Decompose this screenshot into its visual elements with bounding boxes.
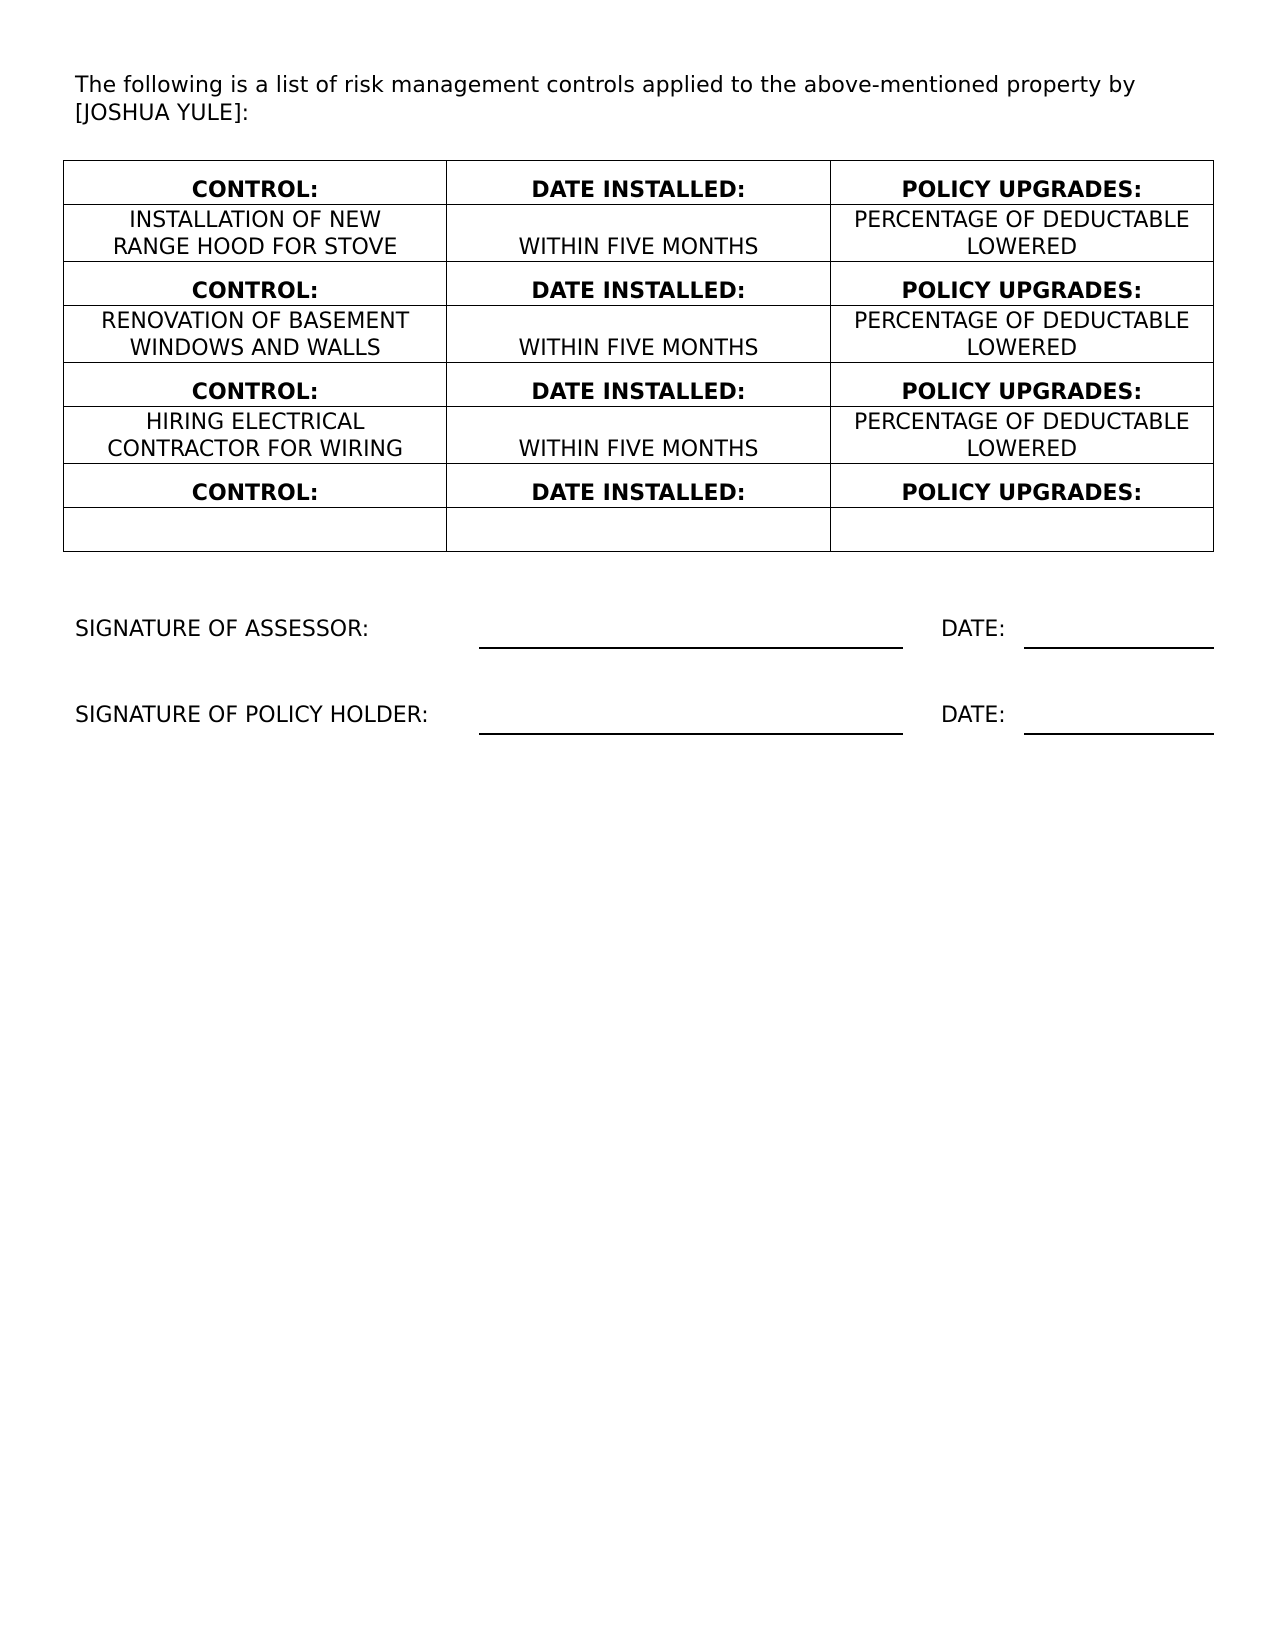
header-policy-upgrades: POLICY UPGRADES:: [830, 363, 1213, 407]
date-installed-cell: WITHIN FIVE MONTHS: [447, 205, 830, 262]
table-header-row: [64, 161, 1214, 205]
control-text-line-2: CONTRACTOR FOR WIRING: [107, 437, 404, 462]
header-date-installed: DATE INSTALLED:: [447, 464, 830, 508]
policy-holder-date-label: DATE:: [941, 703, 1006, 728]
assessor-date-line[interactable]: [1024, 647, 1214, 649]
header-control: CONTROL:: [64, 262, 447, 306]
policy-holder-date-line[interactable]: [1024, 733, 1214, 735]
policy-upgrades-cell: [830, 205, 1213, 262]
control-cell: [64, 407, 447, 464]
header-date-installed: DATE INSTALLED:: [447, 262, 830, 306]
policy-upgrades-cell-empty[interactable]: [830, 508, 1213, 552]
table-row: [64, 306, 1214, 363]
controls-table: [63, 160, 1214, 552]
policy-text-line-1: PERCENTAGE OF DEDUCTABLE: [854, 208, 1190, 233]
header-control: CONTROL:: [64, 161, 447, 205]
policy-holder-signature-label: SIGNATURE OF POLICY HOLDER:: [75, 703, 429, 728]
header-date-installed: DATE INSTALLED:: [447, 161, 830, 205]
policy-text-line-1: PERCENTAGE OF DEDUCTABLE: [854, 410, 1190, 435]
policy-text-line-2: LOWERED: [966, 336, 1078, 361]
control-cell-empty[interactable]: [64, 508, 447, 552]
policy-text-line-1: PERCENTAGE OF DEDUCTABLE: [854, 309, 1190, 334]
policy-text-line-2: LOWERED: [966, 235, 1078, 260]
intro-line-2: [JOSHUA YULE]:: [75, 101, 250, 126]
table-row: [64, 407, 1214, 464]
control-text-line-1: INSTALLATION OF NEW: [129, 208, 382, 233]
intro-paragraph: [75, 72, 1195, 128]
control-text-line-1: RENOVATION OF BASEMENT: [101, 309, 410, 334]
policy-upgrades-cell: [830, 306, 1213, 363]
date-installed-cell: WITHIN FIVE MONTHS: [447, 306, 830, 363]
control-text-line-2: WINDOWS AND WALLS: [129, 336, 381, 361]
table-header-row: [64, 262, 1214, 306]
header-policy-upgrades: POLICY UPGRADES:: [830, 161, 1213, 205]
date-installed-cell: WITHIN FIVE MONTHS: [447, 407, 830, 464]
assessor-signature-label: SIGNATURE OF ASSESSOR:: [75, 617, 370, 642]
header-policy-upgrades: POLICY UPGRADES:: [830, 262, 1213, 306]
assessor-signature-line[interactable]: [479, 647, 903, 649]
intro-line-1: The following is a list of risk management controls applied to the above-mentioned property by: [75, 73, 1136, 98]
assessor-signature-row: [75, 617, 1215, 653]
header-date-installed: DATE INSTALLED:: [447, 363, 830, 407]
control-text-line-2: RANGE HOOD FOR STOVE: [112, 235, 398, 260]
control-text-line-1: HIRING ELECTRICAL: [145, 410, 365, 435]
policy-text-line-2: LOWERED: [966, 437, 1078, 462]
policy-holder-signature-line[interactable]: [479, 733, 903, 735]
header-policy-upgrades: POLICY UPGRADES:: [830, 464, 1213, 508]
table-row: [64, 205, 1214, 262]
date-installed-cell-empty[interactable]: [447, 508, 830, 552]
header-control: CONTROL:: [64, 464, 447, 508]
control-cell: [64, 205, 447, 262]
table-header-row: [64, 363, 1214, 407]
policy-upgrades-cell: [830, 407, 1213, 464]
policy-holder-signature-row: [75, 703, 1215, 739]
assessor-date-label: DATE:: [941, 617, 1006, 642]
control-cell: [64, 306, 447, 363]
table-row-empty: [64, 508, 1214, 552]
header-control: CONTROL:: [64, 363, 447, 407]
table-header-row: [64, 464, 1214, 508]
